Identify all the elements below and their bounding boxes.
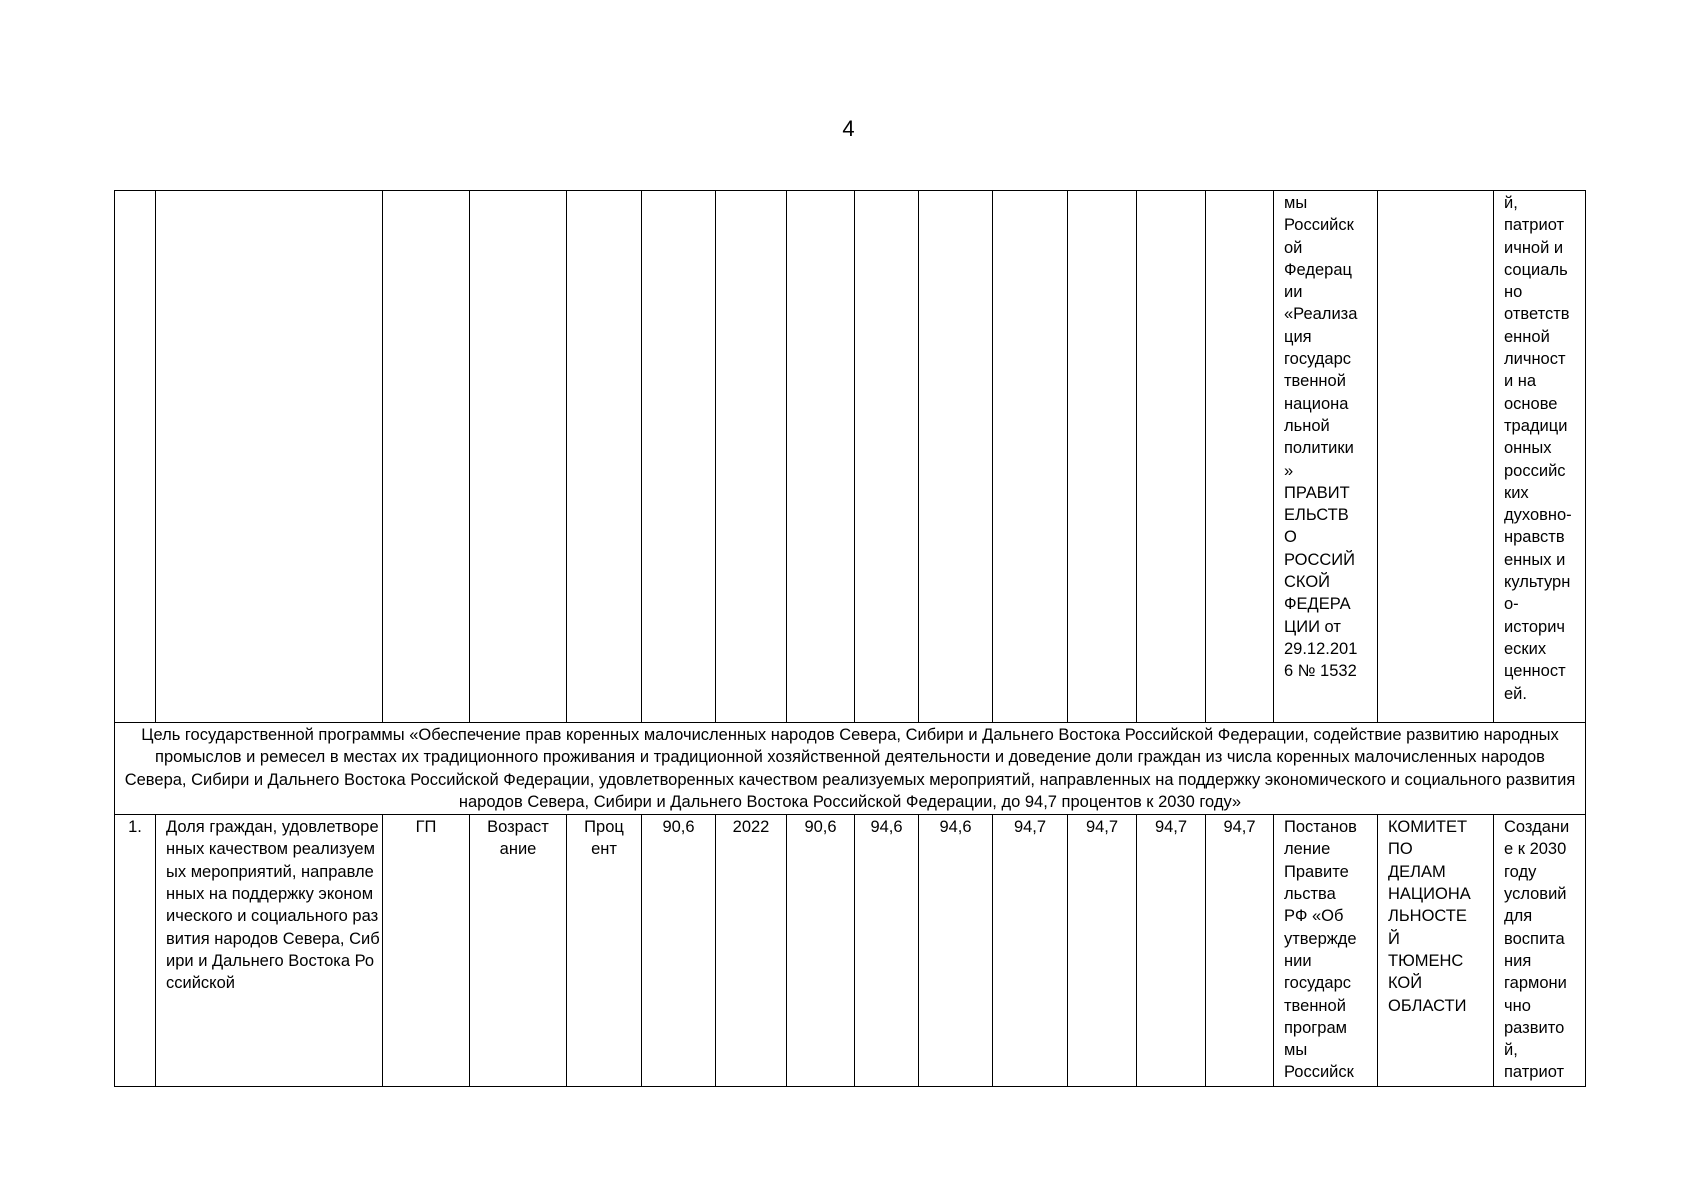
table-cell xyxy=(1137,191,1206,723)
table-row-goal xyxy=(115,723,1586,815)
table-cell xyxy=(716,191,787,723)
table-cell xyxy=(383,191,470,723)
indicator-direction: Возраст ание xyxy=(470,815,567,1087)
year-value: 94,7 xyxy=(1137,815,1206,1087)
table-cell xyxy=(156,191,383,723)
year-value: 94,7 xyxy=(1206,815,1274,1087)
result-description-cell: й, патриот ичной и социаль но ответств енной личност и на основе традици онных российс ких духовно- нравств енных и культурн о- историч еских ценност ей. xyxy=(1494,191,1586,723)
table-cell xyxy=(855,191,919,723)
indicator-level: ГП xyxy=(383,815,470,1087)
page-number: 4 xyxy=(842,116,855,141)
year-value: 94,7 xyxy=(993,815,1068,1087)
base-year: 2022 xyxy=(716,815,787,1087)
program-goal-text: Цель государственной программы «Обеспечение прав коренных малочисленных народов Севера, Сибири и Дальнего Востока Российской Федерации, содействие развитию народных промыслов и ремесел в местах их традиционного проживания и традиционной хозяйственной деятельности и доведение доли граждан из числа коренных малочисленных народов Севера, Сибири и Дальнего Востока Российской Федерации, удовлетворенных качеством реализуемых мероприятий, направленных на поддержку экономического и социального развития народов Севера, Сибири и Дальнего Востока Российской Федерации, до 94,7 процентов к 2030 году» xyxy=(115,723,1586,815)
indicator-unit: Проц ент xyxy=(567,815,642,1087)
result-description-cell: Создани е к 2030 году условий для воспита ния гармони чно развито й, патриот xyxy=(1494,815,1586,1087)
responsible-authority-cell: КОМИТЕТ ПО ДЕЛАМ НАЦИОНА ЛЬНОСТЕ Й ТЮМЕНС КОЙ ОБЛАСТИ xyxy=(1378,815,1494,1087)
table-row-indicator xyxy=(115,815,1586,1087)
table-cell xyxy=(1068,191,1137,723)
base-value: 90,6 xyxy=(642,815,716,1087)
row-number: 1. xyxy=(115,815,156,1087)
year-value: 94,7 xyxy=(1068,815,1137,1087)
table-cell xyxy=(642,191,716,723)
document-reference-cell: мы Российск ой Федерац ии «Реализа ция государс твенной национа льной политики » ПРАВИТ ЕЛЬСТВ О РОССИЙ СКОЙ ФЕДЕРА ЦИИ от 29.12.201 6 № 1532 xyxy=(1274,191,1378,723)
table-cell xyxy=(115,191,156,723)
table-cell xyxy=(470,191,567,723)
year-value: 94,6 xyxy=(919,815,993,1087)
table-cell xyxy=(1378,191,1494,723)
table-cell xyxy=(787,191,855,723)
document-reference-cell: Постанов ление Правите льства РФ «Об утвержде нии государс твенной програм мы Российск xyxy=(1274,815,1378,1087)
table-row-continuation xyxy=(115,191,1586,723)
table-cell xyxy=(567,191,642,723)
indicator-name: Доля граждан, удовлетворенных качеством реализуемых мероприятий, направленных на поддержку экономического и социального развития народов Севера, Сибири и Дальнего Востока Российской xyxy=(156,815,383,1087)
table-cell xyxy=(993,191,1068,723)
table-cell xyxy=(1206,191,1274,723)
table-cell xyxy=(919,191,993,723)
year-value: 90,6 xyxy=(787,815,855,1087)
year-value: 94,6 xyxy=(855,815,919,1087)
indicators-table xyxy=(114,190,1586,1087)
